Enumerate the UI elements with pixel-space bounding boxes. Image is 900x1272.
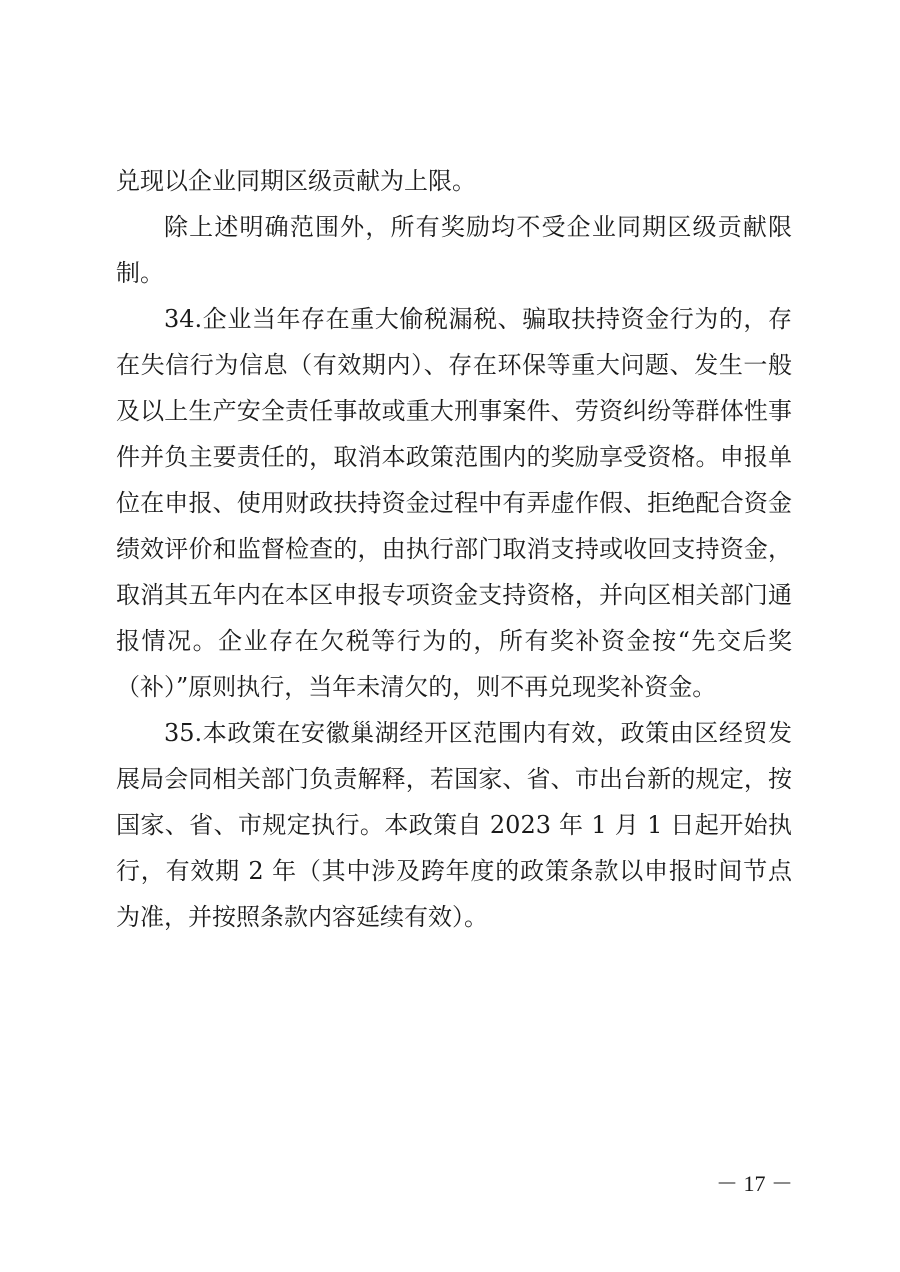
page-number: － 17 － bbox=[716, 1171, 794, 1196]
paragraph-continuation: 兑现以企业同期区级贡献为上限。 bbox=[116, 167, 476, 195]
paragraph-article-34: 34.企业当年存在重大偷税漏税、骗取扶持资金行为的，存在失信行为信息（有效期内）、存在环保等重大问题、发生一般及以上生产安全责任事故或重大刑事案件、劳资纠纷等群体性事件并负主要责任的，取消本政策范围内的奖励享受资格。申报单位在申报、使用财政扶持资金过程中有弄虚作假、拒绝配合资金绩效评价和监督检查的，由执行部门取消支持或收回支持资金，取消其五年内在本区申报专项资金支持资格，并向区相关部门通报情况。企业存在欠税等行为的，所有奖补资金按“先交后奖（补）”原则执行，当年未清欠的，则不再兑现奖补资金。 bbox=[116, 305, 792, 701]
paragraph-article-35: 35.本政策在安徽巢湖经开区范围内有效，政策由区经贸发展局会同相关部门负责解释，若国家、省、市出台新的规定，按国家、省、市规定执行。本政策自 2023 年 1 月 1 日起开始执行，有效期 2 年（其中涉及跨年度的政策条款以申报时间节点为准，并按照条款内容延续有效）。 bbox=[116, 719, 792, 931]
body-text bbox=[116, 158, 792, 940]
paragraph-scope-note: 除上述明确范围外，所有奖励均不受企业同期区级贡献限制。 bbox=[116, 213, 792, 287]
